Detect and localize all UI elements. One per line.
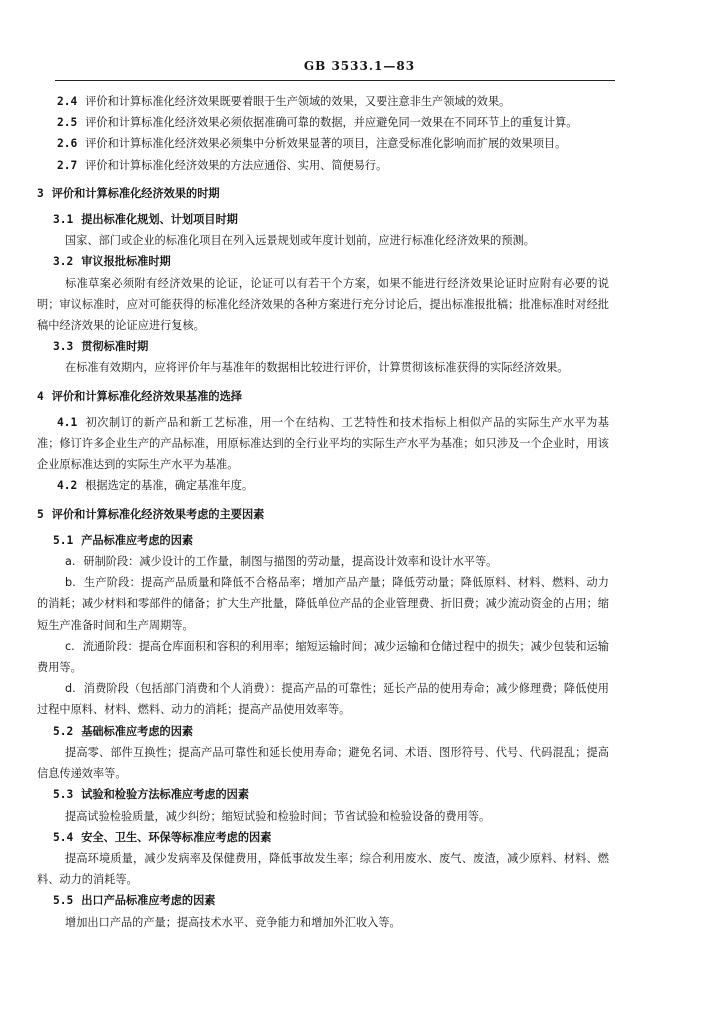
document-header: GB 3533.1—83 xyxy=(303,59,416,73)
clause-number: 4.2 xyxy=(57,479,78,493)
section-heading xyxy=(37,183,609,204)
subsection-heading xyxy=(37,336,609,357)
subsection-heading xyxy=(37,209,609,230)
section-heading xyxy=(37,386,609,407)
clause-number: 5.3 xyxy=(53,788,74,802)
clause-number: 5 xyxy=(37,507,44,521)
clause-text: 标准草案必须附有经济效果的论证，论证可以有若干个方案，如果不能进行经济效果论证时应附有必要的说明；审议标准时，应对可能获得的标准化经济效果的各种方案进行充分讨论后，提出标准报批稿；批准标准时对经批稿中经济效果的论证应进行复核。 xyxy=(37,276,609,333)
item-label: b. xyxy=(65,576,76,590)
paragraph xyxy=(37,912,609,933)
clause-text: 评价和计算标准化经济效果考虑的主要因素 xyxy=(51,507,265,521)
clause-text: 基础标准应考虑的因素 xyxy=(81,724,194,738)
clause-text: 提出标准化规划、计划项目时期 xyxy=(81,213,238,227)
clause-number: 4 xyxy=(37,389,44,403)
clause-text: 审议报批标准时期 xyxy=(81,255,171,269)
clause-number: 4.1 xyxy=(57,415,78,429)
subsection-heading xyxy=(37,251,609,272)
item-label: c. xyxy=(65,639,75,653)
clause-text: 产品标准应考虑的因素 xyxy=(81,533,194,547)
paragraph xyxy=(37,230,609,251)
clause-text: 提高环境质量，减少发病率及保健费用，降低事故发生率；综合利用废水、废气、废渣，减少原料、材料、燃料、动力的消耗等。 xyxy=(37,851,609,887)
subsection-heading xyxy=(37,890,609,911)
paragraph xyxy=(37,678,609,720)
paragraph xyxy=(37,112,609,133)
subsection-heading xyxy=(37,827,609,848)
clause-number: 3.3 xyxy=(53,340,74,354)
paragraph xyxy=(37,273,609,337)
clause-text: 安全、卫生、环保等标准应考虑的因素 xyxy=(81,830,272,844)
document-body xyxy=(37,91,609,933)
clause-number: 5.4 xyxy=(53,830,74,844)
subsection-heading xyxy=(37,784,609,805)
clause-text: 生产阶段：提高产品质量和降低不合格品率；增加产品产量；降低劳动量；降低原料、材料、燃料、动力的消耗；减少材料和零部件的储备；扩大生产批量，降低单位产品的企业管理费、折旧费；减少流动资金的占用；缩短生产准备时间和生产周期等。 xyxy=(37,576,609,632)
paragraph xyxy=(37,806,609,827)
item-label: a. xyxy=(65,555,76,569)
paragraph xyxy=(37,91,609,112)
paragraph xyxy=(37,551,609,572)
clause-text: 提高试验检验质量，减少纠纷；缩短试验和检验时间；节省试验和检验设备的费用等。 xyxy=(65,809,491,823)
clause-number: 5.5 xyxy=(53,894,74,908)
clause-text: 增加出口产品的产量；提高技术水平、竞争能力和增加外汇收入等。 xyxy=(65,915,401,929)
clause-number: 5.1 xyxy=(53,533,74,547)
clause-text: 消费阶段（包括部门消费和个人消费）：提高产品的可靠性；延长产品的使用寿命；减少修理费；降低使用过程中原料、材料、燃料、动力的消耗；提高产品使用效率等。 xyxy=(37,682,609,717)
clause-text: 评价和计算标准化经济效果的方法应通俗、实用、简便易行。 xyxy=(85,158,388,172)
clause-text: 初次制订的新产品和新工艺标准，用一个在结构、工艺特性和技术指标上相似产品的实际生产水平为基准；修订许多企业生产的产品标准，用原标准达到的全行业平均的实际生产水平为基准；如只涉及一个企业时，用该企业原标准达到的实际生产水平为基准。 xyxy=(37,415,609,472)
clause-text: 出口产品标准应考虑的因素 xyxy=(81,894,216,908)
clause-text: 流通阶段：提高仓库面积和容积的利用率；缩短运输时间；减少运输和仓储过程中的损失；减少包装和运输费用等。 xyxy=(37,639,609,675)
clause-text: 评价和计算标准化经济效果基准的选择 xyxy=(51,389,242,403)
clause-text: 评价和计算标准化经济效果的时期 xyxy=(51,186,220,200)
paragraph xyxy=(37,636,609,678)
item-label: d. xyxy=(65,682,76,696)
clause-number: 3.1 xyxy=(53,213,74,227)
clause-number: 2.4 xyxy=(57,95,78,108)
subsection-heading xyxy=(37,530,609,551)
paragraph xyxy=(37,155,609,176)
clause-text: 评价和计算标准化经济效果必须集中分析效果显著的项目，注意受标准化影响而扩展的效果项目。 xyxy=(85,137,567,151)
clause-number: 2.5 xyxy=(57,116,78,130)
clause-number: 3.2 xyxy=(53,255,74,269)
paragraph xyxy=(37,572,609,636)
clause-text: 评价和计算标准化经济效果必须依据准确可靠的数据，并应避免同一效果在不同环节上的重复计算。 xyxy=(85,116,578,130)
paragraph xyxy=(37,475,609,496)
clause-text: 评价和计算标准化经济效果既要着眼于生产领域的效果，又要注意非生产领域的效果。 xyxy=(85,95,511,108)
clause-number: 2.6 xyxy=(57,137,78,151)
clause-text: 在标准有效期内，应将评价年与基准年的数据相比较进行评价，计算贯彻该标准获得的实际经济效果。 xyxy=(65,361,569,375)
clause-number: 3 xyxy=(37,186,44,200)
clause-text: 提高零、部件互换性；提高产品可靠性和延长使用寿命；避免名词、术语、图形符号、代号、代码混乱；提高信息传递效率等。 xyxy=(37,745,609,781)
header-rule xyxy=(55,80,615,81)
clause-number: 5.2 xyxy=(53,724,74,738)
clause-text: 试验和检验方法标准应考虑的因素 xyxy=(81,788,250,802)
clause-text: 贯彻标准时期 xyxy=(81,340,149,354)
section-heading xyxy=(37,504,609,525)
paragraph xyxy=(37,412,609,476)
clause-text: 根据选定的基准，确定基准年度。 xyxy=(85,479,254,493)
subsection-heading xyxy=(37,721,609,742)
clause-text: 国家、部门或企业的标准化项目在列入远景规划或年度计划前，应进行标准化经济效果的预测。 xyxy=(65,234,535,248)
paragraph xyxy=(37,357,609,378)
clause-number: 2.7 xyxy=(57,158,78,172)
clause-text: 研制阶段：减少设计的工作量，制图与描图的劳动量，提高设计效率和设计水平等。 xyxy=(83,555,498,569)
paragraph xyxy=(37,133,609,154)
paragraph xyxy=(37,742,609,784)
paragraph xyxy=(37,848,609,890)
